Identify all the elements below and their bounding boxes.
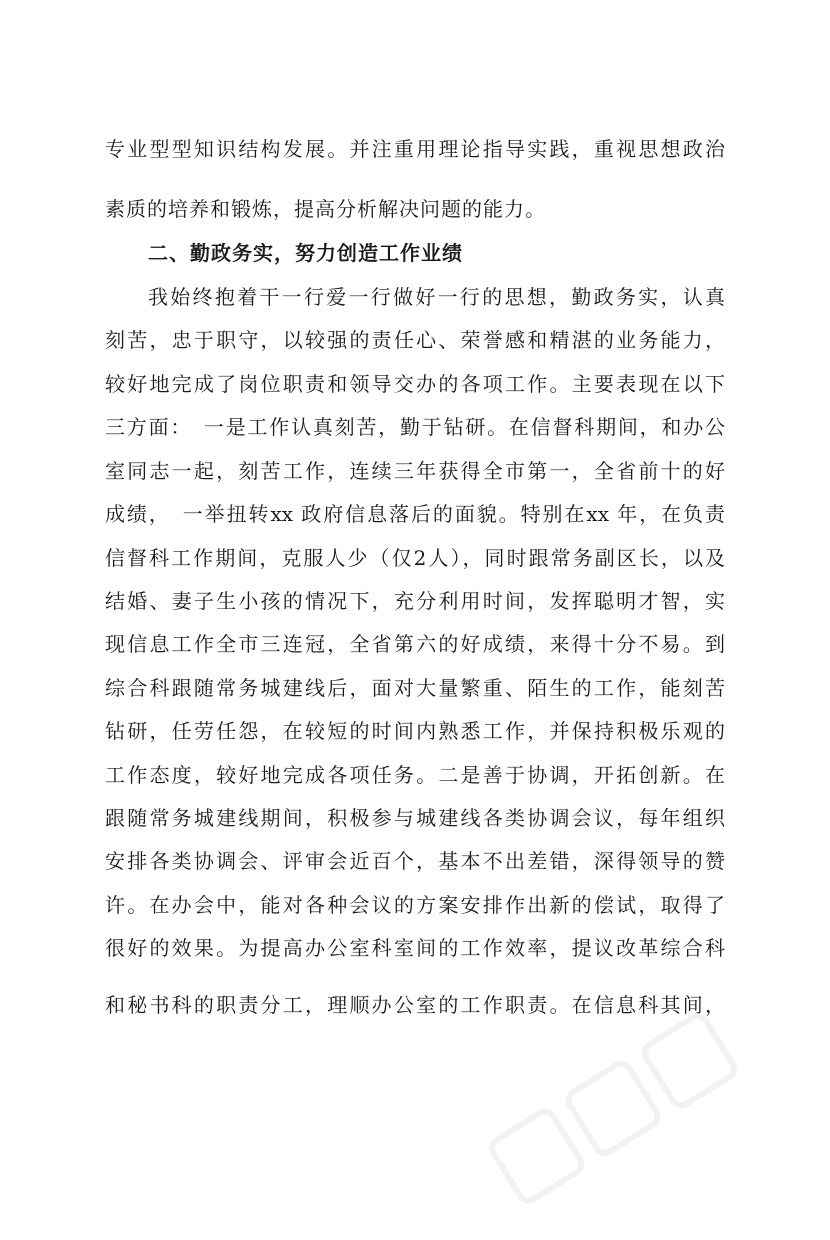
text-line: 很好的效果。为提高办公室科室间的工作效率，提议改革综合科 xyxy=(105,936,725,960)
text-line: 和秘书科的职责分工，理顺办公室的工作职责。在信息科其间， xyxy=(105,993,725,1017)
text-line: 许。在办会中，能对各种会议的方案安排作出新的偿试，取得了 xyxy=(105,893,725,917)
text-line: 工作态度，较好地完成各项任务。二是善于协调，开拓创新。在 xyxy=(105,763,725,787)
text-line: 现信息工作全市三连冠，全省第六的好成绩，来得十分不易。到 xyxy=(105,632,725,656)
paragraph-first-line: 我始终抱着干一行爱一行做好一行的思想，勤政务实，认真 xyxy=(148,285,725,309)
text-line: 钻研，任劳任怨，在较短的时间内熟悉工作，并保持积极乐观的 xyxy=(105,719,725,743)
text-line: 较好地完成了岗位职责和领导交办的各项工作。主要表现在以下 xyxy=(105,372,725,396)
text-line: 室同志一起，刻苦工作，连续三年获得全市第一，全省前十的好 xyxy=(105,459,725,483)
text-line: 安排各类协调会、评审会近百个，基本不出差错，深得领导的赞 xyxy=(105,849,725,873)
text-line: 刻苦，忠于职守，以较强的责任心、荣誉感和精湛的业务能力， xyxy=(105,328,725,352)
watermark-logo xyxy=(461,980,779,1240)
text-line: 信督科工作期间，克服人少（仅2人），同时跟常务副区长，以及 xyxy=(105,546,725,570)
text-line: 专业型型知识结构发展。并注重用理论指导实践，重视思想政治 xyxy=(105,137,725,161)
text-line: 三方面： 一是工作认真刻苦，勤于钻研。在信督科期间，和办公 xyxy=(105,415,725,439)
text-line: 成绩， 一举扭转xx 政府信息落后的面貌。特别在xx 年，在负责 xyxy=(105,502,725,526)
section-heading: 二、勤政务实，努力创造工作业绩 xyxy=(148,241,463,265)
text-line: 素质的培养和锻炼，提高分析解决问题的能力。 xyxy=(105,197,546,221)
text-line: 综合科跟随常务城建线后，面对大量繁重、陌生的工作，能刻苦 xyxy=(105,676,725,700)
text-line: 跟随常务城建线期间，积极参与城建线各类协调会议，每年组织 xyxy=(105,806,725,830)
text-line: 结婚、妻子生小孩的情况下，充分利用时间，发挥聪明才智，实 xyxy=(105,589,725,613)
